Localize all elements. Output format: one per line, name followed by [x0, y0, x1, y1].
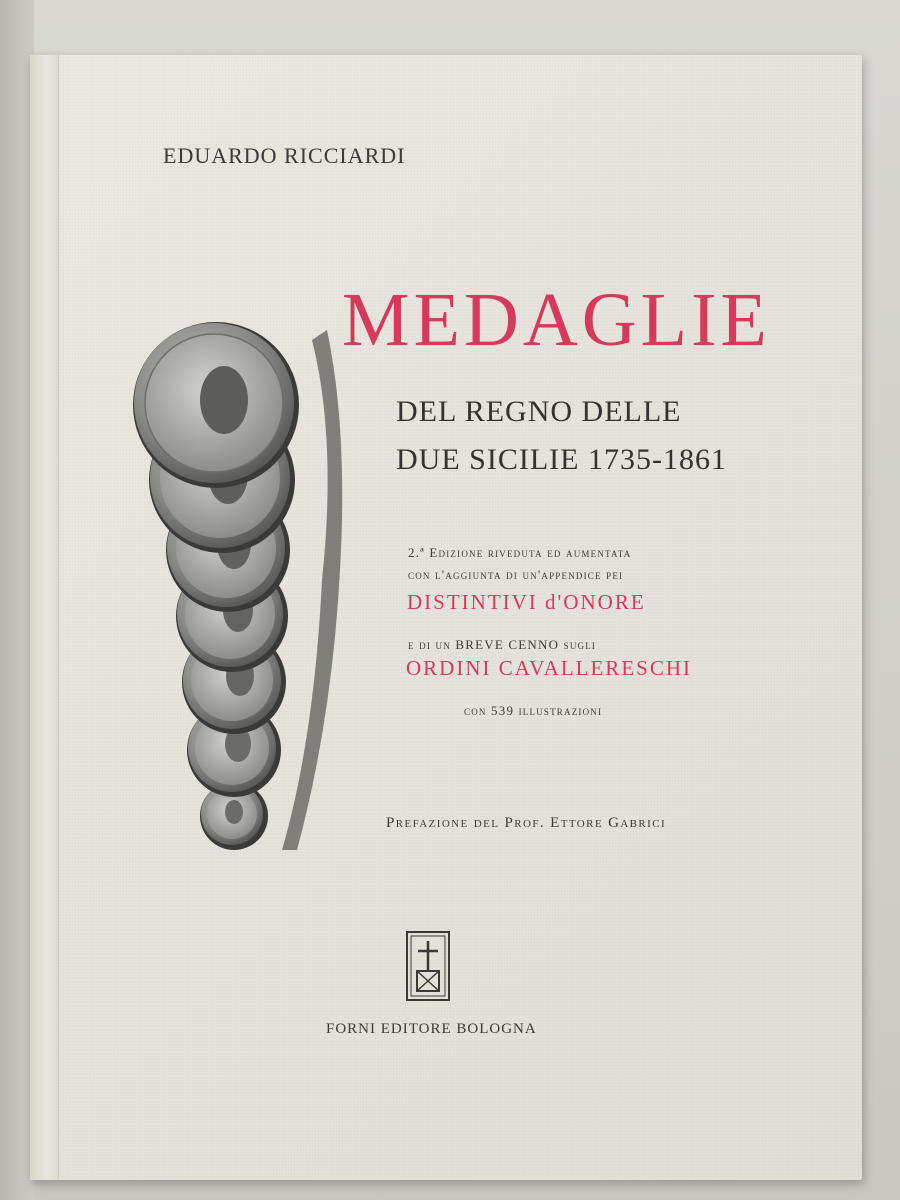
ordini-heading: ORDINI CAVALLERESCHI: [406, 656, 692, 680]
subtitle-line-1: DEL REGNO DELLE: [396, 395, 682, 428]
table-surface: [0, 0, 34, 1200]
publisher-logo-icon: [406, 931, 450, 1001]
book-hinge: [30, 55, 59, 1180]
edition-line-1: 2.ª Edizione riveduta ed aumentata: [408, 545, 632, 560]
preface-credit: Prefazione del Prof. Ettore Gabrici: [386, 815, 667, 831]
publisher-name: FORNI EDITORE BOLOGNA: [326, 1021, 537, 1037]
illustrations-count: con 539 illustrazioni: [464, 703, 603, 718]
distintivi-heading: DISTINTIVI d'ONORE: [407, 590, 646, 614]
subtitle-line-2: DUE SICILIE 1735-1861: [396, 443, 727, 476]
book-title: MEDAGLIE: [342, 278, 771, 362]
book-cover: [30, 55, 862, 1180]
medal-stack-icon: [102, 320, 362, 865]
author-name: EDUARDO RICCIARDI: [163, 143, 406, 168]
edition-line-2: con l'aggiunta di un'appendice pei: [408, 567, 624, 582]
edition-line-3: e di un BREVE CENNO sugli: [408, 637, 597, 652]
